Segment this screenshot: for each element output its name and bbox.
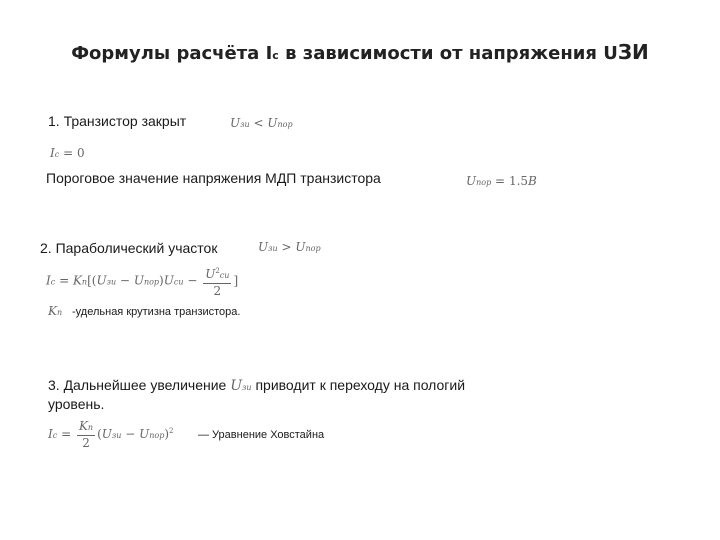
title-tail: ЗИ xyxy=(617,40,649,64)
section3-line2: уровень. xyxy=(48,396,105,412)
section3-line1: 3. Дальнейшее увеличение Uзи приводит к переходу на пологий xyxy=(48,377,466,394)
hovstein-caption: — Уравнение Ховстайна xyxy=(198,429,325,441)
section1-label: 1. Транзистор закрыт xyxy=(48,113,187,129)
section3-fraction: $\frac{Kn}{2}$ xyxy=(78,419,94,450)
threshold-formula: Uпор = 1.5B xyxy=(466,174,537,188)
section2-fraction: $\frac{U^2си}{2}$ xyxy=(203,264,231,298)
section3-u-symbol: Uзи xyxy=(230,378,252,394)
threshold-label: Пороговое значение напряжения МДП транзистора xyxy=(46,170,381,186)
section3-formula: Ic = $\frac{Kn}{2}$ (Uзи − Uпор)$^2$ xyxy=(48,419,174,450)
section1-condition: Uзи < Uпор xyxy=(230,116,293,130)
title-text: Формулы расчёта I xyxy=(71,43,273,64)
section1-result: Ic = 0 xyxy=(50,146,85,160)
page-title xyxy=(0,40,720,64)
kn-symbol: Kn xyxy=(48,304,63,318)
section2-formula: Ic = Kn[(Uзи − Uпор)Uси − $\frac{U^2си}{2}$ ] xyxy=(46,264,238,298)
section2-label: 2. Параболический участок xyxy=(40,240,218,256)
kn-description: -удельная крутизна транзистора. xyxy=(72,306,241,318)
title-subscript: c xyxy=(272,49,279,62)
section2-condition: Uзи > Uпор xyxy=(258,240,321,254)
title-text-rest: в зависимости от напряжения U xyxy=(278,43,618,64)
